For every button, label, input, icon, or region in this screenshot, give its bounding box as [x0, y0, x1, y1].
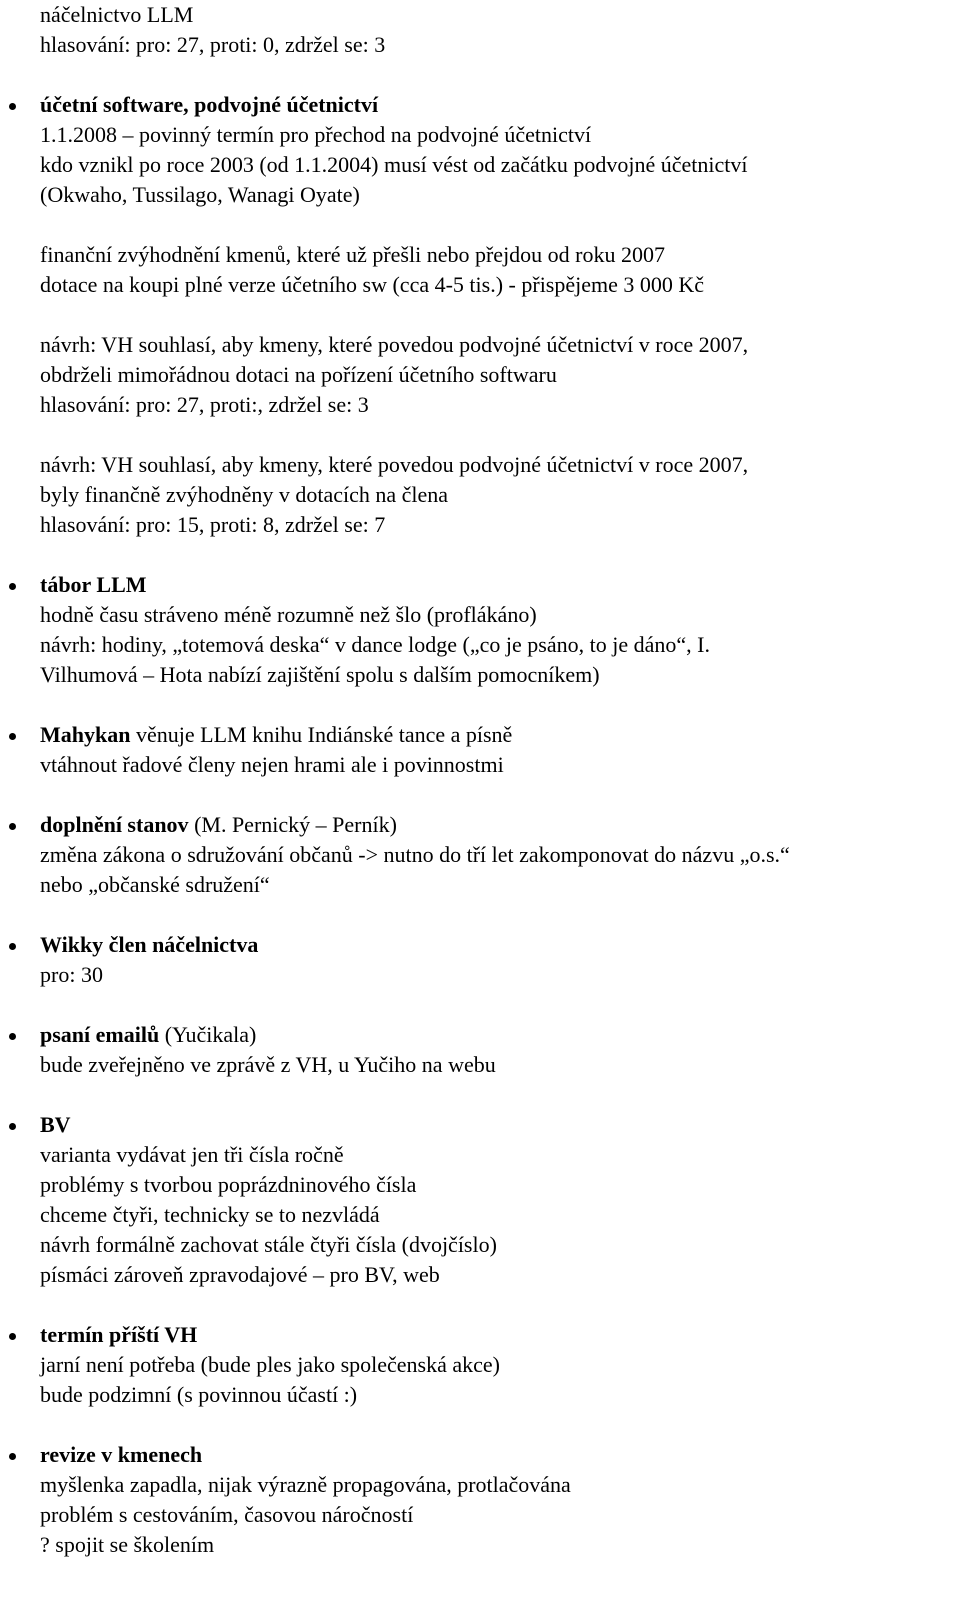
text-line: obdrželi mimořádnou dotaci na pořízení účetního softwaru: [40, 362, 557, 387]
proposal-line: návrh: VH souhlasí, aby kmeny, které povedou podvojné účetnictví v roce 2007,: [40, 452, 749, 477]
vote-line: pro: 30: [40, 962, 103, 987]
text-line: bude zveřejněno ve zprávě z VH, u Yučiho na webu: [40, 1052, 496, 1077]
spacer: [40, 1290, 940, 1320]
text-line: 1.1.2008 – povinný termín pro přechod na podvojné účetnictví: [40, 122, 592, 147]
text-line: hodně času stráveno méně rozumně než šlo (proflákáno): [40, 602, 537, 627]
document-body: [40, 0, 940, 1560]
text-line: varianta vydávat jen tři čísla ročně: [40, 1142, 344, 1167]
section-title: tábor LLM: [40, 572, 147, 597]
section-heading: [40, 1110, 940, 1140]
bullet-icon: [9, 943, 16, 950]
vote-line: hlasování: pro: 27, proti:, zdržel se: 3: [40, 392, 369, 417]
text-line: bude podzimní (s povinnou účastí :): [40, 1382, 358, 1407]
text-line: změna zákona o sdružování občanů -> nutno do tří let zakomponovat do názvu „o.s.“: [40, 842, 790, 867]
spacer: [40, 1080, 940, 1110]
section-heading: [40, 1020, 940, 1050]
text-line: chceme čtyři, technicky se to nezvládá: [40, 1202, 380, 1227]
section-title: revize v kmenech: [40, 1442, 203, 1467]
bullet-icon: [9, 103, 16, 110]
section-tabor: [40, 570, 940, 690]
section-title: Mahykan: [40, 722, 131, 747]
text-line: vtáhnout řadové členy nejen hrami ale i povinnostmi: [40, 752, 504, 777]
section-title: termín příští VH: [40, 1322, 198, 1347]
text-line: jarní není potřeba (bude ples jako společenská akce): [40, 1352, 500, 1377]
spacer: [40, 990, 940, 1020]
bullet-icon: [9, 823, 16, 830]
section-title: psaní emailů: [40, 1022, 160, 1047]
section-emaily: [40, 1020, 940, 1080]
section-title-rest: (Yučikala): [159, 1022, 257, 1047]
section-heading: [40, 720, 940, 750]
spacer: [40, 300, 940, 330]
section-wikky: [40, 930, 940, 990]
spacer: [40, 900, 940, 930]
section-bv: [40, 1110, 940, 1290]
bullet-icon: [9, 1123, 16, 1130]
bullet-icon: [9, 583, 16, 590]
intro-vote-line: hlasování: pro: 27, proti: 0, zdržel se: 3: [40, 32, 386, 57]
text-line: Vilhumová – Hota nabízí zajištění spolu s dalším pomocníkem): [40, 662, 600, 687]
section-title-rest: věnuje LLM knihu Indiánské tance a písně: [130, 722, 513, 747]
intro-line: náčelnictvo LLM: [40, 2, 194, 27]
text-line: byly finančně zvýhodněny v dotacích na člena: [40, 482, 449, 507]
spacer: [40, 60, 940, 90]
bullet-icon: [9, 1453, 16, 1460]
text-line: nebo „občanské sdružení“: [40, 872, 270, 897]
section-heading: [40, 810, 940, 840]
text-line: dotace na koupi plné verze účetního sw (cca 4-5 tis.) - přispějeme 3 000 Kč: [40, 272, 705, 297]
section-mahykan: [40, 720, 940, 780]
proposal-line: návrh: VH souhlasí, aby kmeny, které povedou podvojné účetnictví v roce 2007,: [40, 332, 749, 357]
spacer: [40, 210, 940, 240]
section-heading: [40, 1320, 940, 1350]
section-title: Wikky člen náčelnictva: [40, 932, 259, 957]
section-stanovy: [40, 810, 940, 900]
spacer: [40, 780, 940, 810]
section-revize: [40, 1440, 940, 1560]
spacer: [40, 1410, 940, 1440]
spacer: [40, 540, 940, 570]
section-heading: [40, 90, 940, 120]
section-title: doplnění stanov: [40, 812, 189, 837]
text-line: písmáci zároveň zpravodajové – pro BV, web: [40, 1262, 440, 1287]
bullet-icon: [9, 1333, 16, 1340]
section-title-rest: (M. Pernický – Perník): [188, 812, 397, 837]
spacer: [40, 420, 940, 450]
section-ucetni-software: [40, 90, 940, 540]
section-heading: [40, 1440, 940, 1470]
proposal-line: návrh: hodiny, „totemová deska“ v dance lodge („co je psáno, to je dáno“, I.: [40, 632, 710, 657]
section-heading: [40, 570, 940, 600]
text-line: (Okwaho, Tussilago, Wanagi Oyate): [40, 182, 360, 207]
text-line: ? spojit se školením: [40, 1532, 215, 1557]
spacer: [40, 690, 940, 720]
bullet-icon: [9, 1033, 16, 1040]
section-title: účetní software, podvojné účetnictví: [40, 92, 379, 117]
text-line: návrh formálně zachovat stále čtyři čísla (dvojčíslo): [40, 1232, 497, 1257]
text-line: problémy s tvorbou poprázdninového čísla: [40, 1172, 417, 1197]
text-line: problém s cestováním, časovou náročností: [40, 1502, 414, 1527]
section-termin: [40, 1320, 940, 1410]
text-line: finanční zvýhodnění kmenů, které už přešli nebo přejdou od roku 2007: [40, 242, 666, 267]
bullet-icon: [9, 733, 16, 740]
vote-line: hlasování: pro: 15, proti: 8, zdržel se: 7: [40, 512, 386, 537]
text-line: kdo vznikl po roce 2003 (od 1.1.2004) musí vést od začátku podvojné účetnictví: [40, 152, 748, 177]
section-heading: [40, 930, 940, 960]
text-line: myšlenka zapadla, nijak výrazně propagována, protlačována: [40, 1472, 571, 1497]
section-title: BV: [40, 1112, 71, 1137]
